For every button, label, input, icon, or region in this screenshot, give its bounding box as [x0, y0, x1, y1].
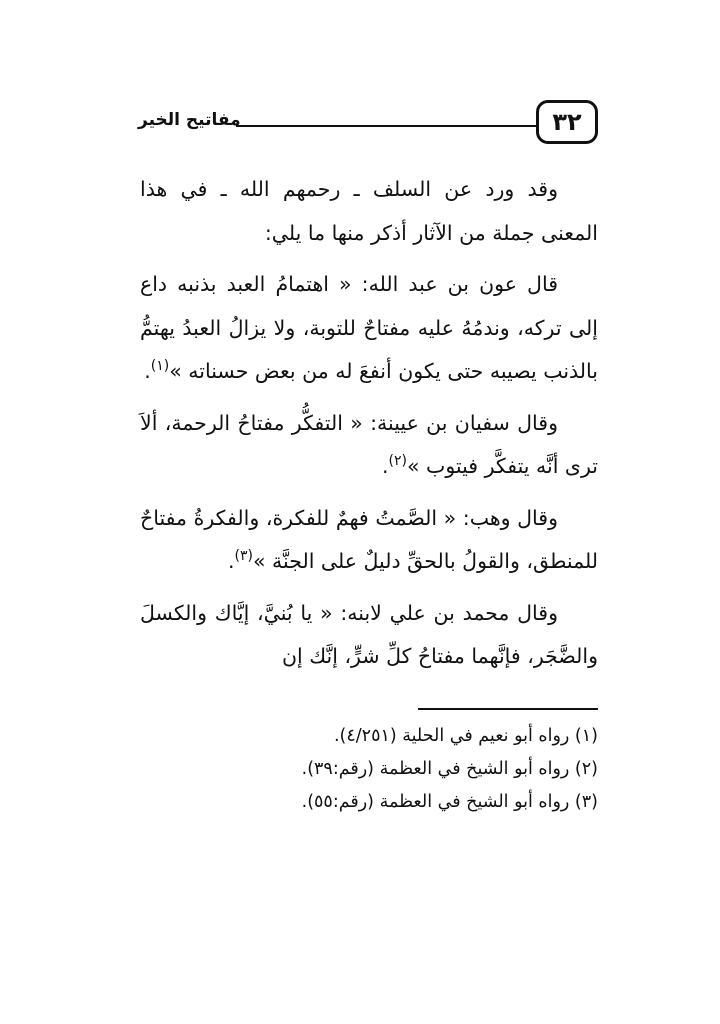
footnote-ref: (٢): [388, 453, 407, 470]
footnote-rule: [418, 708, 598, 710]
header-rule: [236, 125, 536, 127]
footnote: (٢) رواه أبو الشيخ في العظمة (رقم:٣٩).: [301, 759, 598, 779]
paragraph-text: وقال محمد بن علي لابنه: « يا بُنيَّ، إيَّاك والكسلَ والضَّجَر، فإنَّهما مفتاحُ كلِّ شرٍّ، إنَّك إن: [140, 600, 598, 668]
paragraph-tail: .: [144, 359, 151, 383]
paragraph-text: وقال وهب: « الصَّمتُ فهمٌ للفكرة، والفكرةُ مفتاحٌ للمنطق، والقولُ بالحقِّ دليلٌ على الجنَّة »: [140, 505, 598, 573]
book-title: مفاتيح الخير: [138, 110, 241, 130]
footnote-ref: (٣): [234, 548, 253, 565]
footnote-ref: (١): [150, 358, 170, 375]
footnotes: [140, 720, 598, 819]
paragraph: [140, 402, 598, 489]
paragraph-text: قال عون بن عبد الله: « اهتمامُ العبد بذنبه داع إلى تركه، وندمُهُ عليه مفتاحٌ للتوبة، ولا يزالُ العبدُ يهتمُّ بالذنب يصيبه حتى يكون أنفعَ له من بعض حسناته »: [140, 272, 598, 383]
footnote: (١) رواه أبو نعيم في الحلية (٤/٢٥١).: [333, 726, 598, 746]
page-header: [138, 100, 598, 150]
paragraph: [140, 592, 598, 679]
paragraph: [140, 497, 598, 584]
paragraph-text: وقد ورد عن السلف ـ رحمهم الله ـ في هذا المعنى جملة من الآثار أذكر منها ما يلي:: [140, 177, 598, 245]
footnote: (٣) رواه أبو الشيخ في العظمة (رقم:٥٥).: [301, 792, 598, 812]
paragraph-tail: .: [227, 549, 235, 573]
paragraph: [140, 263, 598, 394]
body-text: [140, 168, 598, 687]
page-number: ٣٢: [536, 100, 598, 144]
paragraph: [140, 168, 598, 255]
paragraph-tail: .: [381, 454, 389, 478]
paragraph-text: وقال سفيان بن عيينة: « التفكُّر مفتاحُ الرحمة، ألاَ ترى أنَّه يتفكَّر فيتوب »: [140, 410, 598, 478]
